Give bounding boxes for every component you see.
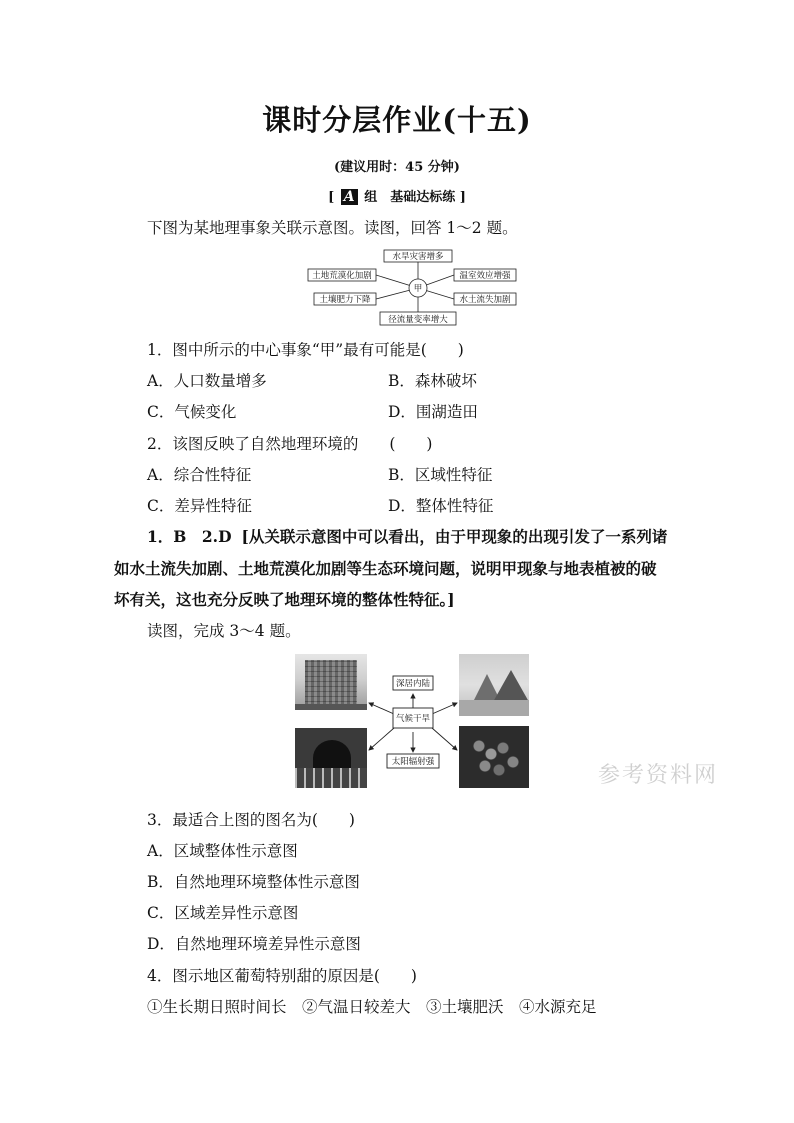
question-2-stem: 2．该图反映了自然地理环境的 ( ): [147, 435, 433, 453]
grapes-photo: [459, 726, 529, 788]
page-title: 课时分层作业(十五): [262, 103, 532, 137]
group-label: 组 基础达标练: [364, 190, 456, 205]
relation-diagram-1: [300, 244, 528, 328]
intro-q3-4: 读图，完成 3～4 题。: [147, 622, 301, 640]
question-2-option-d: D．整体性特征: [388, 497, 494, 515]
question-3-option-d: D．自然地理环境差异性示意图: [147, 935, 361, 953]
question-1-option-b: B．森林破坏: [388, 372, 477, 390]
group-heading: [0, 186, 794, 205]
question-4-options: ①生长期日照时间长 ②气温日较差大 ③土壤肥沃 ④水源充足: [147, 998, 597, 1016]
question-4-stem: 4．图示地区葡萄特别甜的原因是( ): [147, 967, 417, 985]
diagram2-bottom: 太阳辐射强: [391, 757, 435, 767]
landform-photo: [459, 654, 529, 716]
diagram1-right-top: 温室效应增强: [459, 271, 511, 281]
question-1-stem: 1．图中所示的中心事象“甲”最有可能是( ): [147, 341, 464, 359]
karez-tunnel-photo: [295, 728, 367, 788]
question-1-option-a: A．人口数量增多: [147, 372, 267, 390]
relation-diagram-2: [366, 660, 460, 788]
diagram1-right-bottom: 水土流失加剧: [459, 295, 511, 305]
question-3-option-b: B．自然地理环境整体性示意图: [147, 873, 360, 891]
question-2-option-b: B．区域性特征: [388, 466, 493, 484]
answer-key: 1．B 2.D: [147, 527, 232, 546]
question-2-option-a: A．综合性特征: [147, 466, 252, 484]
question-1-option-c: C．气候变化: [147, 403, 237, 421]
diagram1-bottom: 径流量变率增大: [388, 315, 448, 325]
mud-building-photo: [295, 654, 367, 710]
answer-line-3: 坏有关，这也充分反映了地理环境的整体性特征。]: [114, 590, 455, 609]
answer-explanation-start: [从关联示意图中可以看出，由于甲现象的出现引发了一系列诸: [241, 527, 668, 546]
diagram1-left-bottom: 土壤肥力下降: [319, 295, 371, 305]
question-2-option-c: C．差异性特征: [147, 497, 252, 515]
answer-line-2: 如水土流失加剧、土地荒漠化加剧等生态环境问题，说明甲现象与地表植被的破: [114, 559, 657, 578]
diagram2-top: 深居内陆: [395, 679, 431, 689]
group-mark: A: [341, 189, 358, 205]
answer-line-1: [147, 525, 667, 547]
diagram1-left-top: 土地荒漠化加剧: [312, 271, 372, 281]
question-3-stem: 3．最适合上图的图名为( ): [147, 811, 355, 829]
watermark: 参考资料网: [598, 763, 719, 788]
diagram1-center: 甲: [413, 284, 423, 294]
question-3-option-c: C．区域差异性示意图: [147, 904, 299, 922]
question-3-option-a: A．区域整体性示意图: [147, 842, 298, 860]
group-bracket-open: [: [328, 190, 335, 205]
diagram2-center: 气候干旱: [395, 714, 431, 724]
diagram1-top: 水旱灾害增多: [392, 252, 444, 262]
intro-q1-2: 下图为某地理事象关联示意图。读图，回答 1～2 题。: [147, 219, 518, 237]
group-bracket-close: ]: [459, 190, 466, 205]
suggested-time: (建议用时：45 分钟): [334, 160, 460, 175]
question-1-option-d: D．围湖造田: [388, 403, 478, 421]
